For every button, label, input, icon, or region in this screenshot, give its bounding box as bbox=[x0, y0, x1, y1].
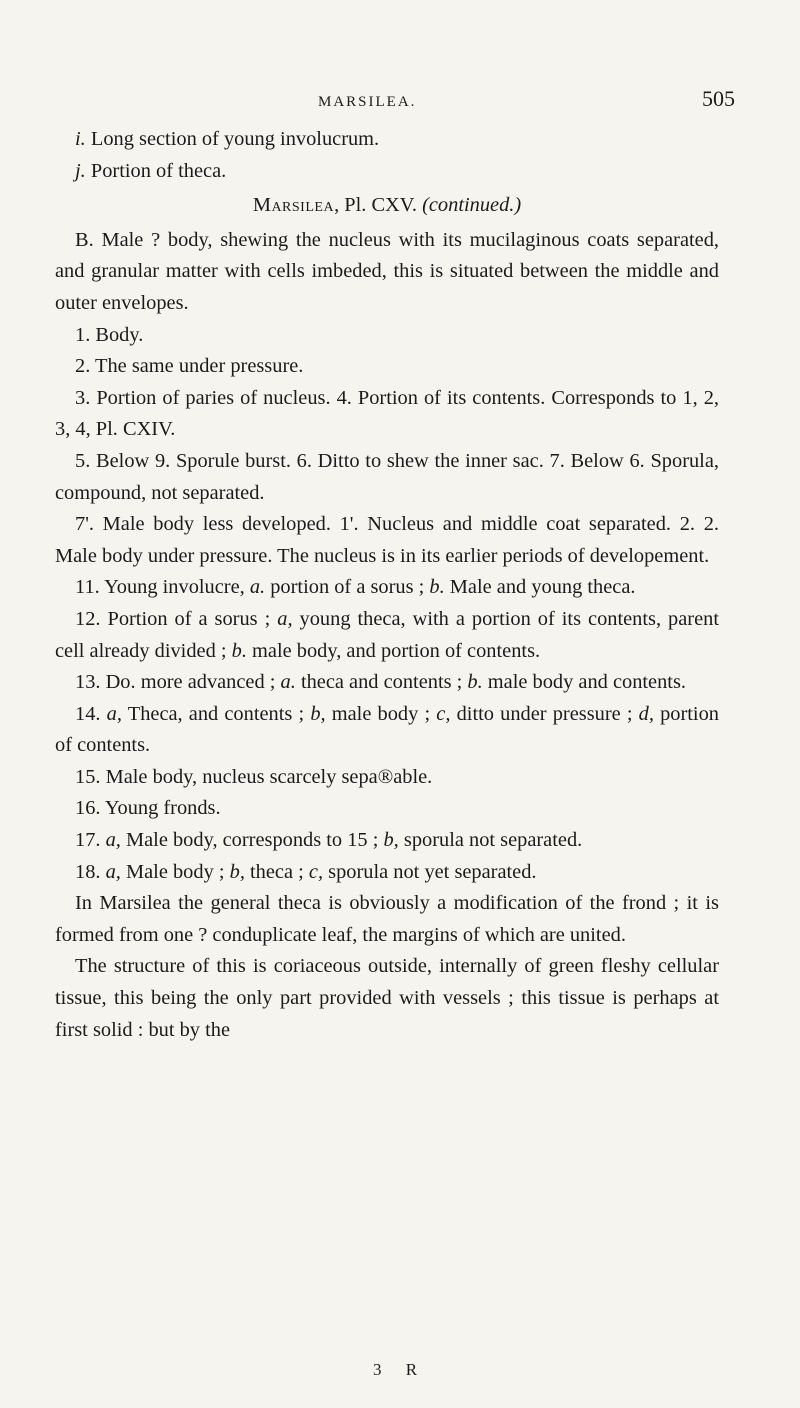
running-title: MARSILEA. bbox=[318, 94, 417, 110]
entry-letter: a. bbox=[249, 576, 266, 599]
entry-letter: i. bbox=[75, 128, 86, 150]
entry-text: male body ; bbox=[325, 702, 437, 725]
entry-text: Male body, corresponds to 15 ; bbox=[120, 829, 384, 852]
entry-text: male body and contents. bbox=[482, 671, 686, 694]
entry-letter: b. bbox=[429, 576, 445, 599]
section-plate: , Pl. CXV. bbox=[334, 194, 417, 217]
paragraph-structure: The structure of this is coriaceous outside, internally of green fleshy cellular tissue, this being the only part provided with vessels ; this tissue is perhaps at first solid : but by the bbox=[55, 955, 719, 1041]
entry-letter: c, bbox=[436, 702, 451, 725]
entry-text: sporula not yet separated. bbox=[323, 860, 537, 883]
running-head bbox=[0, 80, 800, 120]
entry-letter: c, bbox=[308, 860, 324, 883]
entry-letter: a, bbox=[105, 829, 121, 852]
signature-mark: 3 R bbox=[372, 1360, 428, 1379]
entry-letter: b. bbox=[467, 671, 483, 694]
entry-text: Theca, and contents ; bbox=[121, 702, 311, 725]
entry-text: theca ; bbox=[244, 860, 309, 883]
entry-11 bbox=[55, 572, 719, 604]
entry-text: portion of a sorus ; bbox=[265, 576, 430, 599]
entry-text: 18. bbox=[75, 860, 106, 883]
entry-letter: a. bbox=[280, 671, 296, 694]
paragraph-theca: In Marsilea the general theca is obviously a modification of the frond ; it is formed from one ? conduplicate leaf, the margins of which are united. bbox=[55, 892, 719, 946]
entry-letter: j. bbox=[75, 159, 86, 182]
entry-14 bbox=[55, 699, 719, 762]
entry-2: 2. The same under pressure. bbox=[75, 355, 304, 378]
entry-text: male body, and portion of contents. bbox=[246, 639, 541, 662]
entry-text: 14. bbox=[75, 702, 107, 725]
entry-12 bbox=[55, 604, 719, 667]
entry-letter: b, bbox=[229, 860, 245, 883]
entry-letter: b, bbox=[310, 702, 326, 725]
entry-1: 1. Body. bbox=[75, 323, 144, 346]
entry-16: 16. Young fronds. bbox=[75, 797, 221, 820]
entry-text: 12. Portion of a sorus ; bbox=[75, 607, 278, 630]
entry-17 bbox=[55, 825, 719, 857]
entry-15: 15. Male body, nucleus scarcely sepa®able. bbox=[75, 765, 433, 788]
entry-text: Portion of theca. bbox=[90, 159, 227, 182]
entry-letter: a, bbox=[106, 702, 122, 725]
section-name: Marsilea bbox=[252, 194, 335, 217]
entry-text: 13. Do. more advanced ; bbox=[75, 671, 281, 694]
entry-text: theca and contents ; bbox=[295, 671, 468, 694]
entry-text: Male and young theca. bbox=[444, 576, 636, 599]
entry-5: 5. Below 9. Sporule burst. 6. Ditto to shew the inner sac. 7. Below 6. Sporula, compound, not separated. bbox=[55, 449, 719, 504]
entry-13 bbox=[55, 667, 719, 699]
entry-text: 11. Young involucre, bbox=[75, 576, 250, 599]
section-heading bbox=[55, 190, 719, 222]
entry-letter: b, bbox=[383, 829, 399, 852]
entry-j bbox=[55, 156, 719, 188]
entry-letter: a, bbox=[105, 860, 121, 883]
entry-3: 3. Portion of paries of nucleus. 4. Portion of its contents. Corresponds to 1, 2, 3, 4, Pl. CXIV. bbox=[55, 386, 719, 441]
entry-text: Long section of young involucrum. bbox=[90, 128, 380, 150]
page-number: 505 bbox=[702, 86, 735, 111]
section-continued: (continued.) bbox=[422, 194, 522, 217]
entry-text: sporula not separated. bbox=[398, 829, 583, 852]
entry-18 bbox=[55, 857, 719, 889]
entry-letter: a, bbox=[277, 607, 293, 630]
body-text bbox=[55, 124, 719, 1046]
entry-text: young theca, with a portion of its contents, parent cell already divided ; bbox=[55, 607, 720, 662]
entry-text: ditto under pressure ; bbox=[450, 702, 639, 725]
entry-B: B. Male ? body, shewing the nucleus with its mucilaginous coats separated, and granular matter with cells imbeded, this is situated between the middle and outer envelopes. bbox=[55, 228, 719, 314]
entry-7-prime: 7'. Male body less developed. 1'. Nucleus and middle coat separated. 2. 2. Male body under pressure. The nucleus is in its earlier periods of developement. bbox=[55, 513, 719, 567]
entry-i bbox=[55, 124, 719, 156]
entry-text: 17. bbox=[75, 829, 106, 852]
entry-text: portion of contents. bbox=[55, 702, 719, 757]
entry-letter: d, bbox=[638, 702, 654, 725]
entry-letter: b. bbox=[231, 639, 247, 662]
entry-text: Male body ; bbox=[120, 860, 230, 883]
